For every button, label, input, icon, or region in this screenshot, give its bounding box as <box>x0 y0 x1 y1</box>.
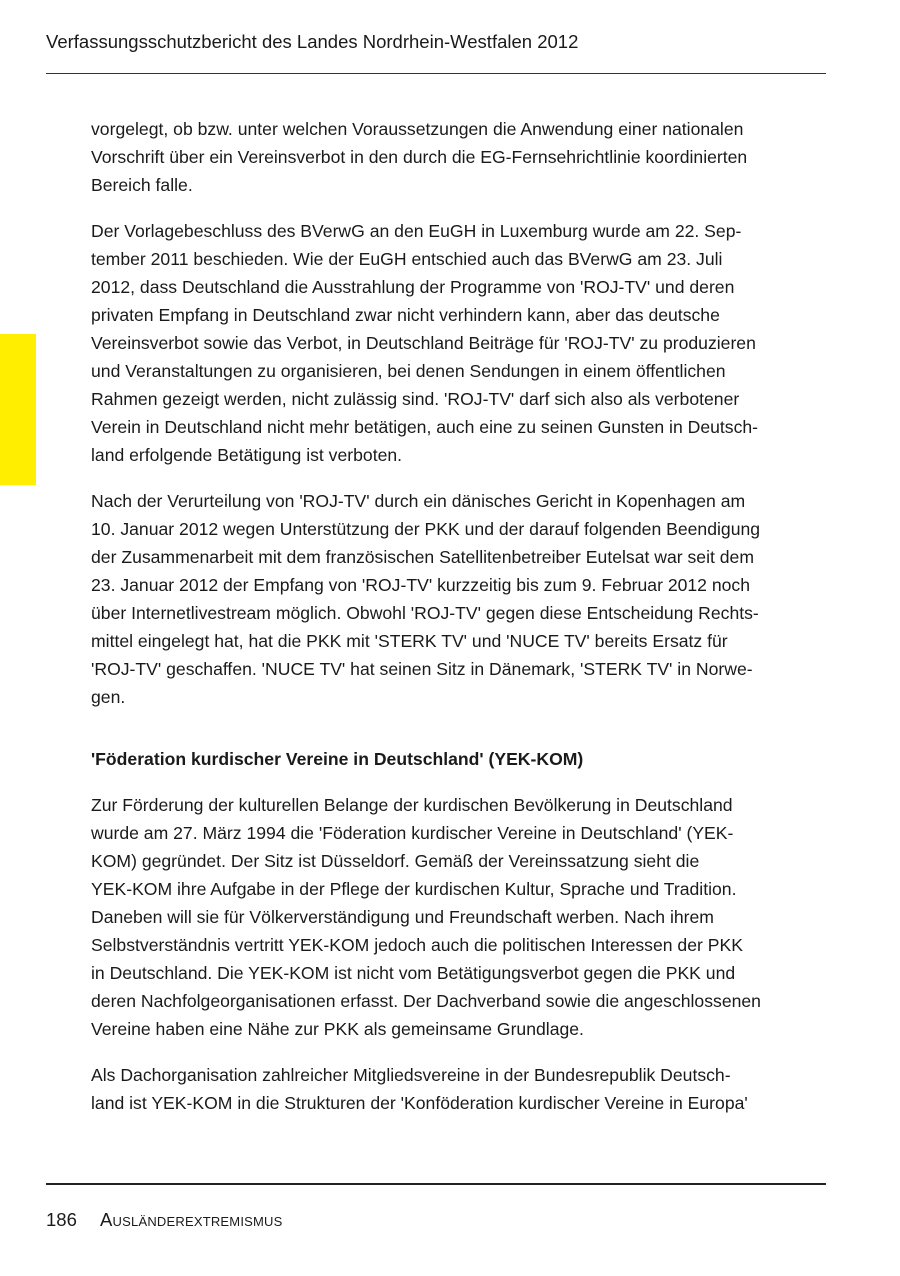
page-number: 186 <box>46 1209 77 1230</box>
paragraph-5 <box>91 1061 829 1117</box>
header-title: Verfassungsschutzbericht des Landes Nordrhein-Westfalen 2012 <box>46 31 579 52</box>
text-line: gen. <box>91 687 126 707</box>
paragraph-1 <box>91 115 829 199</box>
paragraph-3 <box>91 487 829 711</box>
paragraph-4 <box>91 791 829 1043</box>
text-line: Vorschrift über ein Vereinsverbot in den durch die EG-Fernsehrichtlinie koordinierten <box>91 147 748 167</box>
text-line: Vereinsverbot sowie das Verbot, in Deutschland Beiträge für 'ROJ-TV' zu produzieren <box>91 333 756 353</box>
text-line: deren Nachfolgeorganisationen erfasst. Der Dachverband sowie die angeschlossenen <box>91 991 761 1011</box>
text-line: Bereich falle. <box>91 175 193 195</box>
section-heading: 'Föderation kurdischer Vereine in Deutschland' (YEK-KOM) <box>91 749 584 769</box>
text-line: über Internetlivestream möglich. Obwohl 'ROJ-TV' gegen diese Entscheidung Rechts- <box>91 603 759 623</box>
text-line: land erfolgende Betätigung ist verboten. <box>91 445 403 465</box>
text-line: 10. Januar 2012 wegen Unterstützung der PKK und der darauf folgenden Beendigung <box>91 519 761 539</box>
text-line: privaten Empfang in Deutschland zwar nicht verhindern kann, aber das deutsche <box>91 305 720 325</box>
main-content <box>91 115 829 1135</box>
footer-line <box>46 1208 283 1232</box>
footer-divider <box>46 1183 826 1185</box>
text-line: der Zusammenarbeit mit dem französischen Satellitenbetreiber Eutelsat war seit dem <box>91 547 754 567</box>
text-line: Nach der Verurteilung von 'ROJ-TV' durch ein dänisches Gericht in Kopenhagen am <box>91 491 746 511</box>
text-line: Als Dachorganisation zahlreicher Mitgliedsvereine in der Bundesrepublik Deutsch- <box>91 1065 731 1085</box>
text-line: Der Vorlagebeschluss des BVerwG an den EuGH in Luxemburg wurde am 22. Sep- <box>91 221 742 241</box>
text-line: Zur Förderung der kulturellen Belange der kurdischen Bevölkerung in Deutschland <box>91 795 733 815</box>
section-name: Ausländerextremismus <box>100 1209 283 1230</box>
header-divider <box>46 73 826 74</box>
paragraph-2 <box>91 217 829 469</box>
text-line: YEK-KOM ihre Aufgabe in der Pflege der kurdischen Kultur, Sprache und Tradition. <box>91 879 737 899</box>
text-line: Vereine haben eine Nähe zur PKK als gemeinsame Grundlage. <box>91 1019 584 1039</box>
text-line: mittel eingelegt hat, hat die PKK mit 'STERK TV' und 'NUCE TV' bereits Ersatz für <box>91 631 728 651</box>
text-line: land ist YEK-KOM in die Strukturen der 'Konföderation kurdischer Vereine in Europa' <box>91 1093 748 1113</box>
text-line: Selbstverständnis vertritt YEK-KOM jedoch auch die politischen Interessen der PKK <box>91 935 743 955</box>
text-line: KOM) gegründet. Der Sitz ist Düsseldorf. Gemäß der Vereinssatzung sieht die <box>91 851 700 871</box>
text-line: 2012, dass Deutschland die Ausstrahlung der Programme von 'ROJ-TV' und deren <box>91 277 735 297</box>
text-line: 'ROJ-TV' geschaffen. 'NUCE TV' hat seinen Sitz in Dänemark, 'STERK TV' in Norwe- <box>91 659 753 679</box>
chapter-marker-tab <box>0 334 36 485</box>
text-line: und Veranstaltungen zu organisieren, bei denen Sendungen in einem öffentlichen <box>91 361 726 381</box>
text-line: wurde am 27. März 1994 die 'Föderation kurdischer Vereine in Deutschland' (YEK- <box>91 823 734 843</box>
text-line: tember 2011 beschieden. Wie der EuGH entschied auch das BVerwG am 23. Juli <box>91 249 723 269</box>
text-line: Verein in Deutschland nicht mehr betätigen, auch eine zu seinen Gunsten in Deutsch- <box>91 417 759 437</box>
text-line: Rahmen gezeigt werden, nicht zulässig sind. 'ROJ-TV' darf sich also als verbotener <box>91 389 740 409</box>
text-line: 23. Januar 2012 der Empfang von 'ROJ-TV' kurzzeitig bis zum 9. Februar 2012 noch <box>91 575 751 595</box>
text-line: Daneben will sie für Völkerverständigung und Freundschaft werben. Nach ihrem <box>91 907 714 927</box>
text-line: in Deutschland. Die YEK-KOM ist nicht vom Betätigungsverbot gegen die PKK und <box>91 963 736 983</box>
text-line: vorgelegt, ob bzw. unter welchen Voraussetzungen die Anwendung einer nationalen <box>91 119 744 139</box>
